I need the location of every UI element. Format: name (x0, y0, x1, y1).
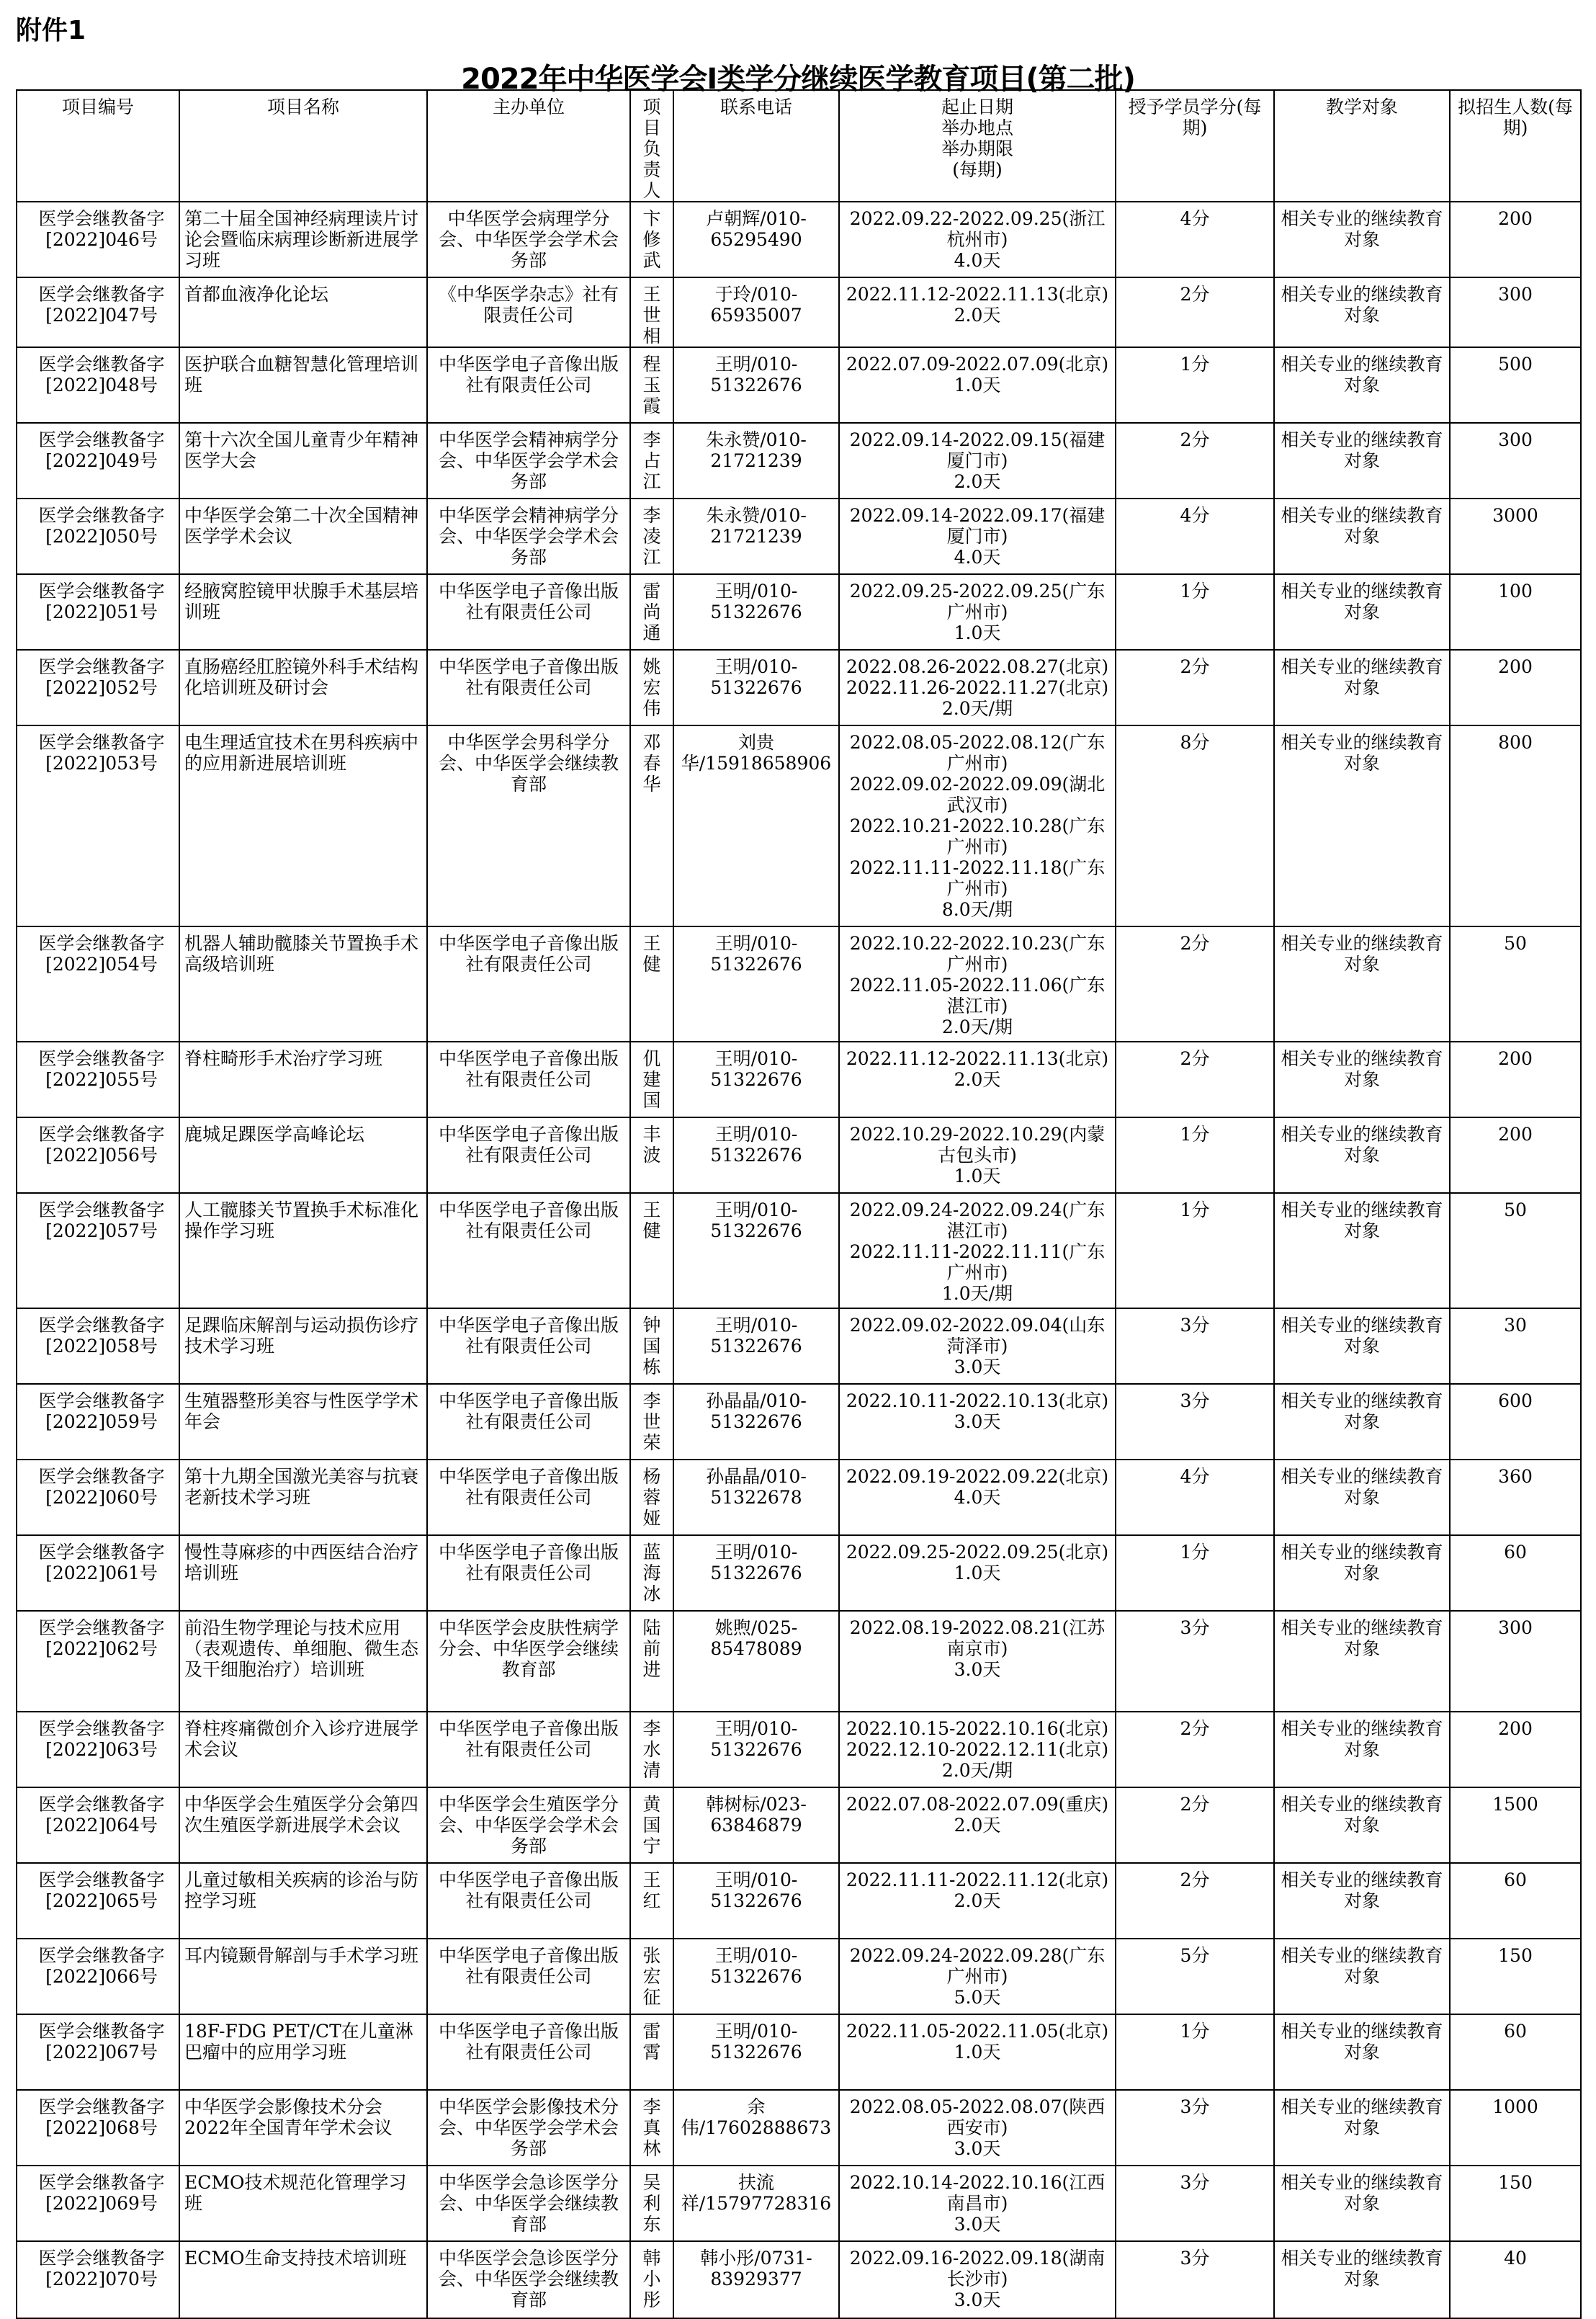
enrollment-cell: 360 (1450, 1460, 1581, 1535)
enrollment-cell: 40 (1450, 2241, 1581, 2318)
contact-phone-cell: 王明/010-51322676 (673, 347, 839, 423)
table-row (17, 650, 1581, 725)
enrollment-cell: 150 (1450, 1939, 1581, 2014)
table-row (17, 1460, 1581, 1535)
host-org-cell: 《中华医学杂志》社有限责任公司 (427, 277, 630, 347)
enrollment-cell: 150 (1450, 2166, 1581, 2241)
project-leader-cell: 杨蓉娅 (630, 1460, 673, 1535)
credit-cell: 4分 (1116, 1460, 1274, 1535)
project-leader-cell: 蓝海冰 (630, 1535, 673, 1611)
target-audience-cell: 相关专业的继续教育对象 (1274, 1535, 1450, 1611)
table-row (17, 423, 1581, 499)
table-row (17, 1308, 1581, 1384)
target-audience-cell: 相关专业的继续教育对象 (1274, 2166, 1450, 2241)
host-org-cell: 中华医学电子音像出版社有限责任公司 (427, 650, 630, 725)
project-code-cell: 医学会继教备字[2022]048号 (17, 347, 179, 423)
contact-phone-cell: 扶流祥/15797728316 (673, 2166, 839, 2241)
target-audience-cell: 相关专业的继续教育对象 (1274, 347, 1450, 423)
header-phone: 联系电话 (673, 90, 839, 202)
project-code-cell: 医学会继教备字[2022]068号 (17, 2090, 179, 2166)
contact-phone-cell: 韩小彤/0731-83929377 (673, 2241, 839, 2318)
header-target: 教学对象 (1274, 90, 1450, 202)
date-location-cell: 2022.10.22-2022.10.23(广东广州市) 2022.11.05-2022.11.06(广东湛江市) 2.0天/期 (839, 926, 1116, 1042)
project-leader-cell: 李凌江 (630, 499, 673, 574)
header-row (17, 90, 1581, 202)
enrollment-cell: 50 (1450, 926, 1581, 1042)
date-location-cell: 2022.10.11-2022.10.13(北京) 3.0天 (839, 1384, 1116, 1460)
date-location-cell: 2022.08.19-2022.08.21(江苏南京市) 3.0天 (839, 1611, 1116, 1712)
target-audience-cell: 相关专业的继续教育对象 (1274, 1863, 1450, 1939)
enrollment-cell: 50 (1450, 1193, 1581, 1308)
target-audience-cell: 相关专业的继续教育对象 (1274, 1460, 1450, 1535)
host-org-cell: 中华医学电子音像出版社有限责任公司 (427, 926, 630, 1042)
project-code-cell: 医学会继教备字[2022]066号 (17, 1939, 179, 2014)
project-name-cell: 中华医学会影像技术分会2022年全国青年学术会议 (179, 2090, 427, 2166)
date-location-cell: 2022.11.12-2022.11.13(北京) 2.0天 (839, 1042, 1116, 1117)
project-leader-cell: 黄国宁 (630, 1787, 673, 1863)
host-org-cell: 中华医学电子音像出版社有限责任公司 (427, 1712, 630, 1787)
date-location-cell: 2022.09.19-2022.09.22(北京) 4.0天 (839, 1460, 1116, 1535)
enrollment-cell: 500 (1450, 347, 1581, 423)
project-code-cell: 医学会继教备字[2022]063号 (17, 1712, 179, 1787)
contact-phone-cell: 余伟/17602888673 (673, 2090, 839, 2166)
project-leader-cell: 李水清 (630, 1712, 673, 1787)
enrollment-cell: 1500 (1450, 1787, 1581, 1863)
credit-cell: 2分 (1116, 1042, 1274, 1117)
table-row (17, 499, 1581, 574)
contact-phone-cell: 卢朝辉/010-65295490 (673, 202, 839, 277)
project-code-cell: 医学会继教备字[2022]054号 (17, 926, 179, 1042)
date-location-cell: 2022.09.24-2022.09.28(广东广州市) 5.0天 (839, 1939, 1116, 2014)
credit-cell: 1分 (1116, 1193, 1274, 1308)
enrollment-cell: 3000 (1450, 499, 1581, 574)
host-org-cell: 中华医学电子音像出版社有限责任公司 (427, 2014, 630, 2090)
credit-cell: 2分 (1116, 423, 1274, 499)
host-org-cell: 中华医学电子音像出版社有限责任公司 (427, 1117, 630, 1193)
project-table (16, 89, 1582, 2319)
table-row (17, 1117, 1581, 1193)
project-name-cell: 鹿城足踝医学高峰论坛 (179, 1117, 427, 1193)
date-location-cell: 2022.11.12-2022.11.13(北京) 2.0天 (839, 277, 1116, 347)
contact-phone-cell: 姚煦/025-85478089 (673, 1611, 839, 1712)
project-leader-cell: 仉建国 (630, 1042, 673, 1117)
credit-cell: 1分 (1116, 2014, 1274, 2090)
target-audience-cell: 相关专业的继续教育对象 (1274, 725, 1450, 926)
enrollment-cell: 300 (1450, 423, 1581, 499)
project-code-cell: 医学会继教备字[2022]051号 (17, 574, 179, 650)
enrollment-cell: 60 (1450, 1863, 1581, 1939)
project-code-cell: 医学会继教备字[2022]056号 (17, 1117, 179, 1193)
target-audience-cell: 相关专业的继续教育对象 (1274, 202, 1450, 277)
host-org-cell: 中华医学会精神病学分会、中华医学会学术会务部 (427, 499, 630, 574)
host-org-cell: 中华医学电子音像出版社有限责任公司 (427, 1193, 630, 1308)
table-row (17, 1384, 1581, 1460)
target-audience-cell: 相关专业的继续教育对象 (1274, 926, 1450, 1042)
contact-phone-cell: 王明/010-51322676 (673, 574, 839, 650)
contact-phone-cell: 朱永赞/010-21721239 (673, 423, 839, 499)
project-code-cell: 医学会继教备字[2022]065号 (17, 1863, 179, 1939)
project-name-cell: ECMO技术规范化管理学习班 (179, 2166, 427, 2241)
target-audience-cell: 相关专业的继续教育对象 (1274, 1712, 1450, 1787)
target-audience-cell: 相关专业的继续教育对象 (1274, 1117, 1450, 1193)
target-audience-cell: 相关专业的继续教育对象 (1274, 1308, 1450, 1384)
date-location-cell: 2022.11.11-2022.11.12(北京) 2.0天 (839, 1863, 1116, 1939)
project-code-cell: 医学会继教备字[2022]053号 (17, 725, 179, 926)
header-leader: 项目负责人 (630, 90, 673, 202)
header-count: 拟招生人数(每期) (1450, 90, 1581, 202)
date-location-cell: 2022.10.15-2022.10.16(北京) 2022.12.10-2022.12.11(北京) 2.0天/期 (839, 1712, 1116, 1787)
credit-cell: 3分 (1116, 1384, 1274, 1460)
target-audience-cell: 相关专业的继续教育对象 (1274, 2241, 1450, 2318)
host-org-cell: 中华医学电子音像出版社有限责任公司 (427, 1042, 630, 1117)
credit-cell: 2分 (1116, 277, 1274, 347)
enrollment-cell: 200 (1450, 650, 1581, 725)
contact-phone-cell: 王明/010-51322676 (673, 1308, 839, 1384)
enrollment-cell: 800 (1450, 725, 1581, 926)
enrollment-cell: 300 (1450, 277, 1581, 347)
credit-cell: 2分 (1116, 1787, 1274, 1863)
date-location-cell: 2022.11.05-2022.11.05(北京) 1.0天 (839, 2014, 1116, 2090)
project-name-cell: 第十九期全国激光美容与抗衰老新技术学习班 (179, 1460, 427, 1535)
date-location-cell: 2022.09.25-2022.09.25(北京) 1.0天 (839, 1535, 1116, 1611)
enrollment-cell: 300 (1450, 1611, 1581, 1712)
project-name-cell: 耳内镜颞骨解剖与手术学习班 (179, 1939, 427, 2014)
header-org: 主办单位 (427, 90, 630, 202)
table-row (17, 1535, 1581, 1611)
table-row (17, 277, 1581, 347)
credit-cell: 2分 (1116, 926, 1274, 1042)
credit-cell: 3分 (1116, 2090, 1274, 2166)
enrollment-cell: 200 (1450, 1712, 1581, 1787)
date-location-cell: 2022.09.25-2022.09.25(广东广州市) 1.0天 (839, 574, 1116, 650)
target-audience-cell: 相关专业的继续教育对象 (1274, 423, 1450, 499)
target-audience-cell: 相关专业的继续教育对象 (1274, 1939, 1450, 2014)
contact-phone-cell: 刘贵华/15918658906 (673, 725, 839, 926)
table-row (17, 725, 1581, 926)
target-audience-cell: 相关专业的继续教育对象 (1274, 2014, 1450, 2090)
project-leader-cell: 王健 (630, 1193, 673, 1308)
project-name-cell: 儿童过敏相关疾病的诊治与防控学习班 (179, 1863, 427, 1939)
project-code-cell: 医学会继教备字[2022]067号 (17, 2014, 179, 2090)
contact-phone-cell: 于玲/010-65935007 (673, 277, 839, 347)
credit-cell: 3分 (1116, 2241, 1274, 2318)
project-name-cell: 慢性荨麻疹的中西医结合治疗培训班 (179, 1535, 427, 1611)
date-location-cell: 2022.08.26-2022.08.27(北京) 2022.11.26-2022.11.27(北京) 2.0天/期 (839, 650, 1116, 725)
table-row (17, 202, 1581, 277)
table-row (17, 1939, 1581, 2014)
project-code-cell: 医学会继教备字[2022]069号 (17, 2166, 179, 2241)
project-code-cell: 医学会继教备字[2022]046号 (17, 202, 179, 277)
credit-cell: 1分 (1116, 574, 1274, 650)
table-row (17, 347, 1581, 423)
header-credit: 授予学员学分(每期) (1116, 90, 1274, 202)
header-code: 项目编号 (17, 90, 179, 202)
credit-cell: 3分 (1116, 1611, 1274, 1712)
host-org-cell: 中华医学会影像技术分会、中华医学会学术会务部 (427, 2090, 630, 2166)
contact-phone-cell: 王明/010-51322676 (673, 1712, 839, 1787)
project-name-cell: 足踝临床解剖与运动损伤诊疗技术学习班 (179, 1308, 427, 1384)
project-leader-cell: 李真林 (630, 2090, 673, 2166)
project-code-cell: 医学会继教备字[2022]050号 (17, 499, 179, 574)
enrollment-cell: 1000 (1450, 2090, 1581, 2166)
project-leader-cell: 邓春华 (630, 725, 673, 926)
credit-cell: 5分 (1116, 1939, 1274, 2014)
project-leader-cell: 雷霄 (630, 2014, 673, 2090)
host-org-cell: 中华医学电子音像出版社有限责任公司 (427, 1939, 630, 2014)
attachment-label: 附件1 (16, 16, 86, 45)
host-org-cell: 中华医学电子音像出版社有限责任公司 (427, 347, 630, 423)
date-location-cell: 2022.09.14-2022.09.17(福建厦门市) 4.0天 (839, 499, 1116, 574)
date-location-cell: 2022.09.14-2022.09.15(福建厦门市) 2.0天 (839, 423, 1116, 499)
project-name-cell: 人工髋膝关节置换手术标准化操作学习班 (179, 1193, 427, 1308)
project-code-cell: 医学会继教备字[2022]047号 (17, 277, 179, 347)
date-location-cell: 2022.09.22-2022.09.25(浙江杭州市) 4.0天 (839, 202, 1116, 277)
credit-cell: 8分 (1116, 725, 1274, 926)
project-name-cell: 前沿生物学理论与技术应用（表观遗传、单细胞、微生态及干细胞治疗）培训班 (179, 1611, 427, 1712)
credit-cell: 1分 (1116, 1535, 1274, 1611)
credit-cell: 2分 (1116, 1863, 1274, 1939)
table-row (17, 2014, 1581, 2090)
project-code-cell: 医学会继教备字[2022]062号 (17, 1611, 179, 1712)
contact-phone-cell: 王明/010-51322676 (673, 926, 839, 1042)
project-code-cell: 医学会继教备字[2022]070号 (17, 2241, 179, 2318)
project-name-cell: 生殖器整形美容与性医学学术年会 (179, 1384, 427, 1460)
date-location-cell: 2022.09.16-2022.09.18(湖南长沙市) 3.0天 (839, 2241, 1116, 2318)
date-location-cell: 2022.10.29-2022.10.29(内蒙古包头市) 1.0天 (839, 1117, 1116, 1193)
host-org-cell: 中华医学会急诊医学分会、中华医学会继续教育部 (427, 2241, 630, 2318)
date-location-cell: 2022.07.08-2022.07.09(重庆) 2.0天 (839, 1787, 1116, 1863)
project-leader-cell: 张宏征 (630, 1939, 673, 2014)
credit-cell: 2分 (1116, 1712, 1274, 1787)
project-name-cell: 直肠癌经肛腔镜外科手术结构化培训班及研讨会 (179, 650, 427, 725)
credit-cell: 4分 (1116, 202, 1274, 277)
project-code-cell: 医学会继教备字[2022]049号 (17, 423, 179, 499)
table-row (17, 2090, 1581, 2166)
host-org-cell: 中华医学电子音像出版社有限责任公司 (427, 1384, 630, 1460)
project-name-cell: ECMO生命支持技术培训班 (179, 2241, 427, 2318)
document-title: 2022年中华医学会I类学分继续医学教育项目(第二批) (461, 63, 1135, 96)
contact-phone-cell: 王明/010-51322676 (673, 2014, 839, 2090)
project-leader-cell: 程玉霞 (630, 347, 673, 423)
project-leader-cell: 李世荣 (630, 1384, 673, 1460)
date-location-cell: 2022.08.05-2022.08.12(广东广州市) 2022.09.02-2022.09.09(湖北武汉市) 2022.10.21-2022.10.28(广东广州市) 2022.11.11-2022.11.18(广东广州市) 8.0天/期 (839, 725, 1116, 926)
contact-phone-cell: 王明/010-51322676 (673, 1117, 839, 1193)
enrollment-cell: 100 (1450, 574, 1581, 650)
contact-phone-cell: 王明/010-51322676 (673, 1042, 839, 1117)
project-code-cell: 医学会继教备字[2022]060号 (17, 1460, 179, 1535)
project-leader-cell: 吴利东 (630, 2166, 673, 2241)
host-org-cell: 中华医学电子音像出版社有限责任公司 (427, 1535, 630, 1611)
project-name-cell: 经腋窝腔镜甲状腺手术基层培训班 (179, 574, 427, 650)
project-name-cell: 机器人辅助髋膝关节置换手术高级培训班 (179, 926, 427, 1042)
table-row (17, 1611, 1581, 1712)
table-row (17, 1863, 1581, 1939)
project-code-cell: 医学会继教备字[2022]052号 (17, 650, 179, 725)
host-org-cell: 中华医学电子音像出版社有限责任公司 (427, 1308, 630, 1384)
date-location-cell: 2022.09.24-2022.09.24(广东湛江市) 2022.11.11-2022.11.11(广东广州市) 1.0天/期 (839, 1193, 1116, 1308)
target-audience-cell: 相关专业的继续教育对象 (1274, 499, 1450, 574)
project-name-cell: 医护联合血糖智慧化管理培训班 (179, 347, 427, 423)
table-row (17, 1193, 1581, 1308)
host-org-cell: 中华医学电子音像出版社有限责任公司 (427, 1460, 630, 1535)
host-org-cell: 中华医学会生殖医学分会、中华医学会学术会务部 (427, 1787, 630, 1863)
project-code-cell: 医学会继教备字[2022]064号 (17, 1787, 179, 1863)
host-org-cell: 中华医学会精神病学分会、中华医学会学术会务部 (427, 423, 630, 499)
contact-phone-cell: 孙晶晶/010-51322676 (673, 1384, 839, 1460)
enrollment-cell: 200 (1450, 1117, 1581, 1193)
project-name-cell: 首都血液净化论坛 (179, 277, 427, 347)
project-name-cell: 第十六次全国儿童青少年精神医学大会 (179, 423, 427, 499)
host-org-cell: 中华医学会急诊医学分会、中华医学会继续教育部 (427, 2166, 630, 2241)
project-code-cell: 医学会继教备字[2022]055号 (17, 1042, 179, 1117)
project-leader-cell: 王健 (630, 926, 673, 1042)
target-audience-cell: 相关专业的继续教育对象 (1274, 1042, 1450, 1117)
credit-cell: 2分 (1116, 650, 1274, 725)
host-org-cell: 中华医学会病理学分会、中华医学会学术会务部 (427, 202, 630, 277)
target-audience-cell: 相关专业的继续教育对象 (1274, 1611, 1450, 1712)
project-name-cell: 中华医学会第二十次全国精神医学学术会议 (179, 499, 427, 574)
project-name-cell: 电生理适宜技术在男科疾病中的应用新进展培训班 (179, 725, 427, 926)
host-org-cell: 中华医学电子音像出版社有限责任公司 (427, 1863, 630, 1939)
enrollment-cell: 60 (1450, 1535, 1581, 1611)
project-name-cell: 第二十届全国神经病理读片讨论会暨临床病理诊断新进展学习班 (179, 202, 427, 277)
project-code-cell: 医学会继教备字[2022]058号 (17, 1308, 179, 1384)
date-location-cell: 2022.10.14-2022.10.16(江西南昌市) 3.0天 (839, 2166, 1116, 2241)
host-org-cell: 中华医学会皮肤性病学分会、中华医学会继续教育部 (427, 1611, 630, 1712)
enrollment-cell: 600 (1450, 1384, 1581, 1460)
project-leader-cell: 雷尚通 (630, 574, 673, 650)
project-name-cell: 18F-FDG PET/CT在儿童淋巴瘤中的应用学习班 (179, 2014, 427, 2090)
enrollment-cell: 60 (1450, 2014, 1581, 2090)
project-code-cell: 医学会继教备字[2022]057号 (17, 1193, 179, 1308)
target-audience-cell: 相关专业的继续教育对象 (1274, 277, 1450, 347)
project-name-cell: 中华医学会生殖医学分会第四次生殖医学新进展学术会议 (179, 1787, 427, 1863)
contact-phone-cell: 王明/010-51322676 (673, 1193, 839, 1308)
table-row (17, 926, 1581, 1042)
target-audience-cell: 相关专业的继续教育对象 (1274, 574, 1450, 650)
project-leader-cell: 王世相 (630, 277, 673, 347)
project-code-cell: 医学会继教备字[2022]061号 (17, 1535, 179, 1611)
enrollment-cell: 200 (1450, 1042, 1581, 1117)
credit-cell: 4分 (1116, 499, 1274, 574)
project-leader-cell: 陆前进 (630, 1611, 673, 1712)
date-location-cell: 2022.09.02-2022.09.04(山东菏泽市) 3.0天 (839, 1308, 1116, 1384)
project-leader-cell: 姚宏伟 (630, 650, 673, 725)
credit-cell: 3分 (1116, 1308, 1274, 1384)
contact-phone-cell: 孙晶晶/010-51322678 (673, 1460, 839, 1535)
target-audience-cell: 相关专业的继续教育对象 (1274, 2090, 1450, 2166)
header-date: 起止日期 举办地点 举办期限 (每期) (839, 90, 1116, 202)
table-row (17, 1787, 1581, 1863)
enrollment-cell: 30 (1450, 1308, 1581, 1384)
header-name: 项目名称 (179, 90, 427, 202)
contact-phone-cell: 王明/010-51322676 (673, 1863, 839, 1939)
credit-cell: 1分 (1116, 1117, 1274, 1193)
credit-cell: 1分 (1116, 347, 1274, 423)
table-row (17, 574, 1581, 650)
contact-phone-cell: 朱永赞/010-21721239 (673, 499, 839, 574)
project-code-cell: 医学会继教备字[2022]059号 (17, 1384, 179, 1460)
date-location-cell: 2022.08.05-2022.08.07(陕西西安市) 3.0天 (839, 2090, 1116, 2166)
contact-phone-cell: 韩树标/023-63846879 (673, 1787, 839, 1863)
target-audience-cell: 相关专业的继续教育对象 (1274, 1787, 1450, 1863)
project-leader-cell: 钟国栋 (630, 1308, 673, 1384)
table-row (17, 1042, 1581, 1117)
project-name-cell: 脊柱疼痛微创介入诊疗进展学术会议 (179, 1712, 427, 1787)
table-row (17, 2166, 1581, 2241)
host-org-cell: 中华医学电子音像出版社有限责任公司 (427, 574, 630, 650)
project-leader-cell: 丰波 (630, 1117, 673, 1193)
project-leader-cell: 韩小彤 (630, 2241, 673, 2318)
table-row (17, 2241, 1581, 2318)
contact-phone-cell: 王明/010-51322676 (673, 650, 839, 725)
table-row (17, 1712, 1581, 1787)
project-leader-cell: 卞修武 (630, 202, 673, 277)
contact-phone-cell: 王明/010-51322676 (673, 1535, 839, 1611)
enrollment-cell: 200 (1450, 202, 1581, 277)
target-audience-cell: 相关专业的继续教育对象 (1274, 1384, 1450, 1460)
project-leader-cell: 王红 (630, 1863, 673, 1939)
project-leader-cell: 李占江 (630, 423, 673, 499)
target-audience-cell: 相关专业的继续教育对象 (1274, 650, 1450, 725)
host-org-cell: 中华医学会男科学分会、中华医学会继续教育部 (427, 725, 630, 926)
date-location-cell: 2022.07.09-2022.07.09(北京) 1.0天 (839, 347, 1116, 423)
target-audience-cell: 相关专业的继续教育对象 (1274, 1193, 1450, 1308)
project-name-cell: 脊柱畸形手术治疗学习班 (179, 1042, 427, 1117)
credit-cell: 3分 (1116, 2166, 1274, 2241)
contact-phone-cell: 王明/010-51322676 (673, 1939, 839, 2014)
